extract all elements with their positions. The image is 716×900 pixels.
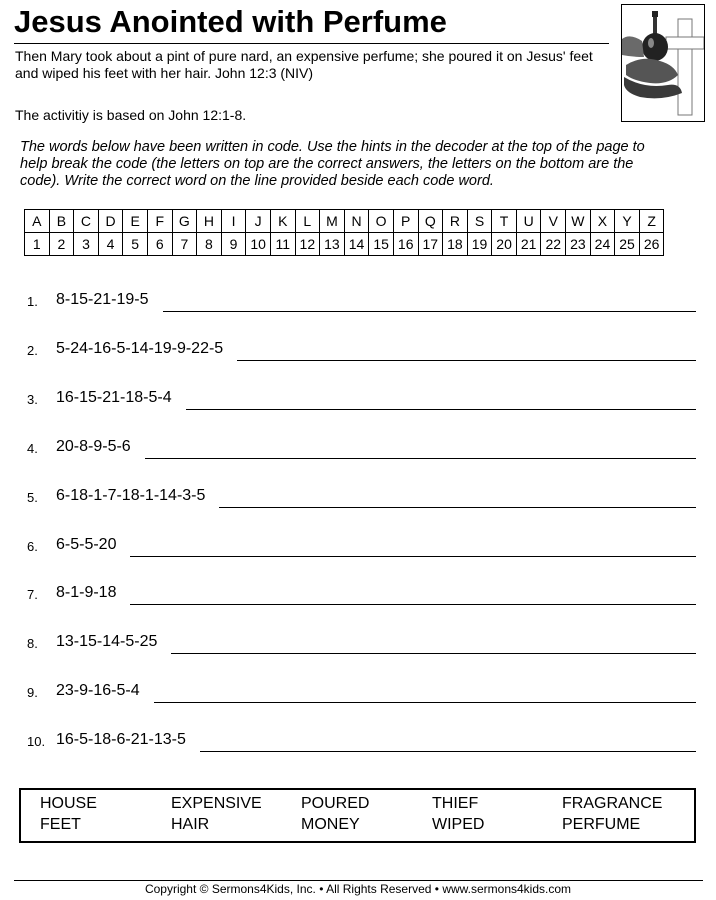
decoder-letter: C [74,210,99,233]
word-bank-word: PERFUME [562,816,641,833]
puzzle-code: 6-18-1-7-18-1-14-3-5 [56,486,206,504]
puzzle-item [0,289,716,313]
decoder-letter: P [393,210,418,233]
perfume-bottle-hands-icon [621,4,705,122]
puzzle-code: 16-15-21-18-5-4 [56,388,172,406]
decoder-letter: X [590,210,615,233]
decoder-number: 22 [541,233,566,256]
word-bank-word: HAIR [171,816,210,833]
answer-line[interactable] [171,653,696,654]
decoder-number: 7 [172,233,197,256]
puzzle-number: 9. [27,685,38,701]
puzzle-number: 1. [27,294,38,309]
puzzle-number: 3. [27,391,38,407]
answer-line[interactable] [154,702,696,703]
word-bank-word: WIPED [432,816,485,833]
decoder-letter: Z [639,210,664,233]
decoder-number: 15 [369,233,394,256]
decoder-letter: D [98,210,123,233]
decoder-number: 1 [25,233,50,256]
answer-line[interactable] [200,751,696,752]
decoder-number: 18 [443,233,468,256]
decoder-letters-row [25,210,664,233]
decoder-letter: T [492,210,517,233]
answer-line[interactable] [130,556,696,557]
decoder-letter: Y [615,210,640,233]
decoder-letter: W [566,210,591,233]
decoder-number: 6 [147,233,172,256]
decoder-letter: B [49,210,74,233]
answer-line[interactable] [186,409,696,410]
puzzle-item [0,680,716,704]
puzzle-code: 23-9-16-5-4 [56,682,140,700]
decoder-letter: I [221,210,246,233]
decoder-number: 20 [492,233,517,256]
decoder-letter: L [295,210,320,233]
word-bank-word: MONEY [301,816,360,833]
word-bank-word: FEET [40,816,81,833]
puzzle-number: 7. [27,587,38,603]
decoder-number: 9 [221,233,246,256]
answer-line[interactable] [237,360,696,361]
decoder-letter: N [344,210,369,233]
decoder-number: 14 [344,233,369,256]
puzzle-item [0,582,716,606]
decoder-letter: Q [418,210,443,233]
decoder-number: 16 [393,233,418,256]
decoder-number: 10 [246,233,271,256]
word-bank [19,788,696,843]
decoder-number: 24 [590,233,615,256]
puzzle-code: 20-8-9-5-6 [56,437,131,455]
decoder-letter: V [541,210,566,233]
decoder-number: 17 [418,233,443,256]
word-bank-word: FRAGRANCE [562,795,663,812]
puzzle-number: 6. [27,538,38,554]
puzzle-number: 8. [27,636,38,652]
decoder-letter: U [516,210,541,233]
word-bank-word: THIEF [432,795,479,812]
activity-basis: The activitiy is based on John 12:1-8. [15,107,247,123]
puzzle-code: 16-5-18-6-21-13-5 [56,731,186,749]
decoder-number: 25 [615,233,640,256]
decoder-letter: S [467,210,492,233]
decoder-number: 13 [320,233,345,256]
puzzle-item [0,534,716,558]
puzzle-item [0,338,716,362]
decoder-letter: O [369,210,394,233]
word-bank-word: POURED [301,795,370,812]
decoder-number: 8 [197,233,222,256]
puzzle-item [0,631,716,655]
decoder-letter: H [197,210,222,233]
puzzle-number: 2. [27,342,38,358]
puzzle-number: 5. [27,489,38,505]
decoder-letter: A [25,210,50,233]
decoder-letter: J [246,210,271,233]
decoder-number: 3 [74,233,99,256]
puzzle-code: 13-15-14-5-25 [56,633,158,651]
decoder-number: 19 [467,233,492,256]
decoder-letter: R [443,210,468,233]
decoder-letter: M [320,210,345,233]
puzzle-item [0,436,716,460]
decoder-letter: G [172,210,197,233]
decoder-numbers-row [25,233,664,256]
answer-line[interactable] [219,507,696,508]
decoder-table [24,209,664,256]
puzzle-code: 5-24-16-5-14-19-9-22-5 [56,339,224,357]
decoder-number: 23 [566,233,591,256]
answer-line[interactable] [145,458,696,459]
decoder-number: 21 [516,233,541,256]
copyright-footer: Copyright © Sermons4Kids, Inc. • All Rights Reserved • www.sermons4kids.com [144,882,572,896]
decoder-number: 4 [98,233,123,256]
decoder-number: 26 [639,233,664,256]
footer-divider [14,880,703,881]
puzzle-code: 8-15-21-19-5 [56,291,149,308]
perfume-illustration [622,5,704,121]
puzzle-code: 8-1-9-18 [56,584,117,602]
instructions: The words below have been written in code. Use the hints in the decoder at the top of the page to help break the code (the letters on top are the correct answers, the letters on the bottom are the code). Write the correct word on the line provided beside each code word. [20,139,645,189]
word-bank-word: EXPENSIVE [171,795,262,812]
puzzle-number: 4. [27,440,38,456]
puzzle-item [0,387,716,411]
decoder-number: 2 [49,233,74,256]
decoder-letter: E [123,210,148,233]
title-divider [14,43,609,44]
word-bank-word: HOUSE [40,795,97,812]
page-title: Jesus Anointed with Perfume [14,4,447,39]
puzzle-item [0,729,716,753]
decoder-number: 5 [123,233,148,256]
puzzle-number: 10. [27,734,46,750]
puzzle-item [0,485,716,509]
decoder-number: 12 [295,233,320,256]
decoder-letter: F [147,210,172,233]
decoder-number: 11 [270,233,295,256]
decoder-letter: K [270,210,295,233]
scripture-verse: Then Mary took about a pint of pure nard, an expensive perfume; she poured it on Jesus' feet and wiped his feet with her hair. John 12:3 (NIV) [15,48,593,81]
answer-line[interactable] [163,311,696,312]
puzzle-code: 6-5-5-20 [56,535,117,553]
answer-line[interactable] [130,604,696,605]
